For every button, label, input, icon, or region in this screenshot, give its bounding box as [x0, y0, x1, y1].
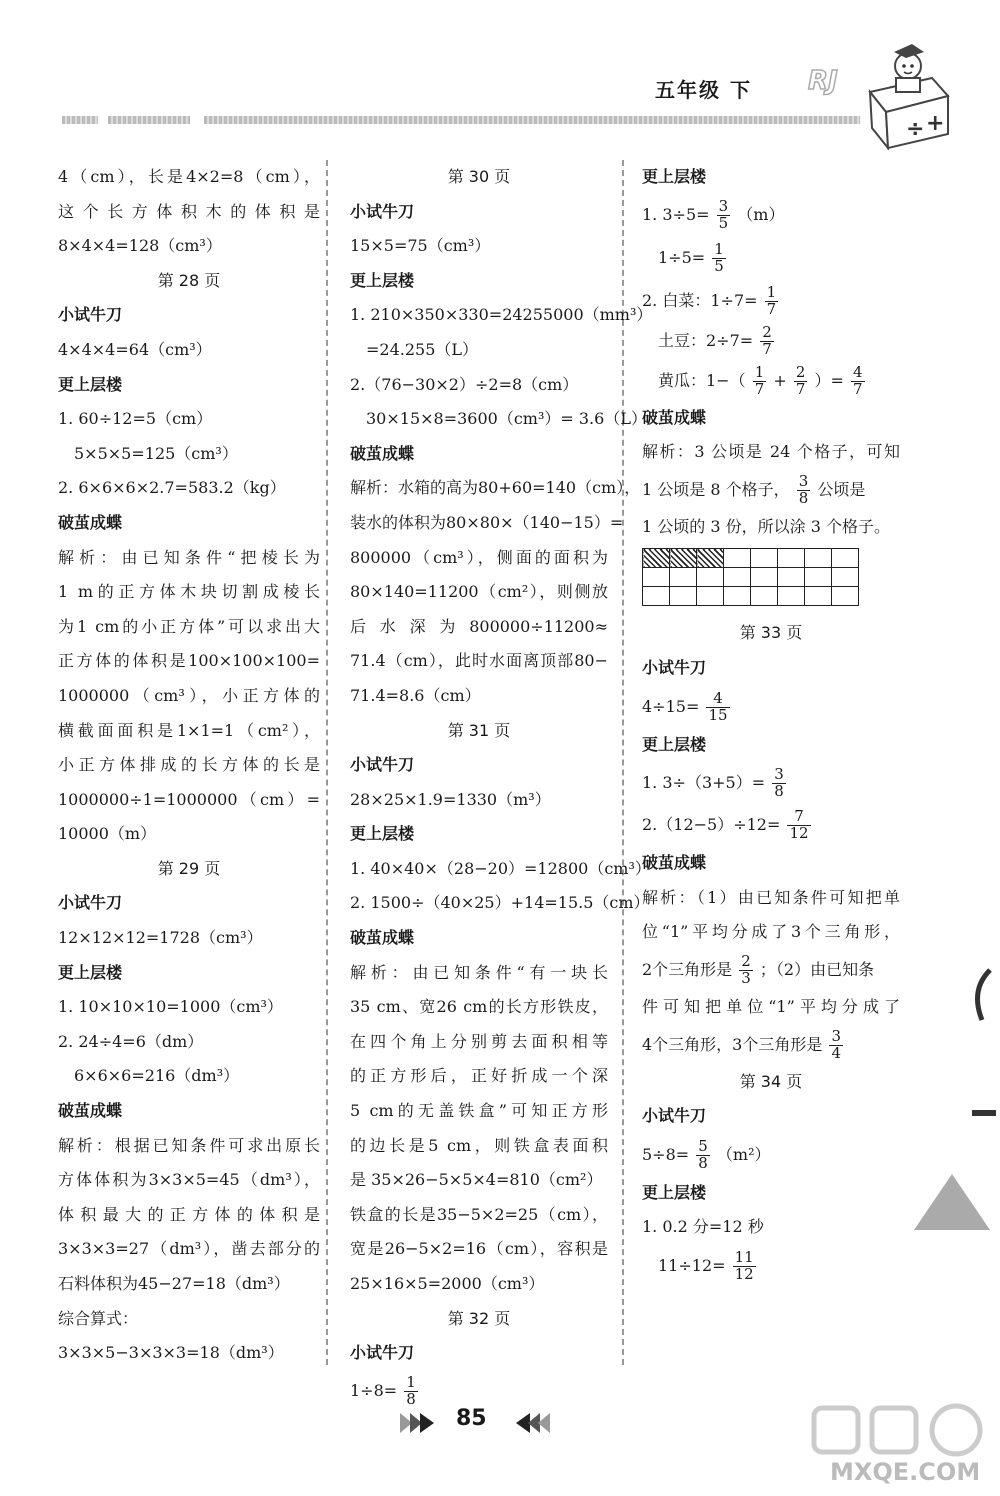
expr: ；（2）由已知条 — [759, 959, 875, 979]
expr: 黄瓜：1−（ — [658, 370, 746, 390]
unit: （m） — [737, 204, 785, 224]
expr: 1. 3÷（3+5）= — [642, 773, 766, 793]
mascot-icon — [862, 40, 952, 150]
grid-cell-shaded — [670, 549, 697, 568]
expr: ）= — [814, 370, 844, 390]
fraction — [797, 474, 811, 507]
fraction — [706, 688, 729, 724]
text-line: 在四个角上分别剪去面积相等 — [350, 1031, 608, 1051]
header-rule — [62, 116, 98, 124]
denominator: 3 — [741, 968, 751, 987]
expr: 2个三角形是 — [642, 959, 733, 979]
text-line: 1. 40×40×（28−20）=12800（cm³） — [350, 858, 651, 878]
column-divider — [622, 160, 624, 1365]
text-line — [642, 1245, 900, 1287]
page-heading: 第 33 页 — [739, 623, 803, 643]
text-line: 2. 6×6×6×2.7=583.2（kg） — [58, 478, 286, 498]
section-heading: 破茧成蝶 — [350, 928, 415, 948]
numerator: 3 — [718, 196, 729, 215]
fraction — [765, 282, 779, 318]
grid-diagram — [642, 548, 859, 606]
page-edge-mark-icon — [960, 960, 1000, 1160]
expr: 4个三角形，3个三角形是 — [642, 1034, 823, 1054]
text-line: 2. 1500÷（40×25）+14=15.5（cm） — [350, 893, 650, 913]
text-line — [642, 804, 900, 846]
header-rule — [108, 116, 190, 124]
section-heading: 小试牛刀 — [642, 657, 707, 677]
section-heading: 破茧成蝶 — [58, 512, 123, 532]
fraction — [760, 322, 774, 358]
text-line: 25×16×5=2000（cm³） — [350, 1274, 545, 1293]
text-line: 30×15×8=3600（cm³）= 3.6（L） — [366, 409, 647, 429]
section-heading: 小试牛刀 — [350, 201, 415, 221]
column-divider — [326, 160, 328, 1365]
fraction — [753, 362, 767, 398]
text-line: 1 公顷的 3 份，所以涂 3 个格子。 — [642, 516, 890, 536]
text-line: 解析：由已知条件“有一块长 — [350, 962, 608, 982]
denominator: 7 — [766, 299, 777, 318]
text-line: 宽是26−5×2=16（cm），容积是 — [350, 1239, 608, 1259]
expr: 1÷5= — [658, 247, 706, 267]
grid-cell — [697, 587, 724, 606]
grid-cell — [643, 568, 670, 587]
fraction — [733, 1250, 756, 1283]
numerator: 7 — [787, 809, 810, 826]
text-line: 2.（76−30×2）÷2=8（cm） — [350, 374, 579, 394]
text-line: 1. 0.2 分=12 秒 — [642, 1217, 764, 1237]
text-line: 3×3×3=27（dm³），凿去部分的 — [58, 1239, 320, 1259]
text-line: 4（cm），长是4×2=8（cm）， — [58, 167, 320, 186]
section-heading: 小试牛刀 — [58, 305, 123, 325]
denominator: 12 — [789, 824, 809, 843]
denominator: 5 — [714, 256, 724, 275]
expr: 2. 白菜：1÷7= — [642, 290, 758, 310]
page-heading: 第 29 页 — [157, 858, 221, 878]
text-line: 5 cm的无盖铁盒”可知正方形 — [350, 1101, 608, 1121]
grid-cell — [724, 568, 751, 587]
section-heading: 破茧成蝶 — [350, 443, 415, 463]
grid-cell — [805, 587, 832, 606]
grid-row — [643, 568, 859, 587]
grid-cell — [832, 587, 859, 606]
text-line: 石料体积为45−27=18（dm³） — [58, 1274, 290, 1293]
grid-row — [643, 549, 859, 568]
grid-cell — [670, 587, 697, 606]
section-heading: 破茧成蝶 — [642, 407, 707, 427]
text-line — [642, 950, 900, 990]
section-heading: 更上层楼 — [350, 270, 415, 290]
page-heading: 第 34 页 — [739, 1071, 803, 1091]
section-heading: 破茧成蝶 — [58, 1101, 123, 1121]
text-line: 1 m的正方体木块切割成棱长 — [58, 582, 320, 602]
expr: + — [773, 370, 787, 390]
text-line — [642, 321, 900, 361]
text-line: 71.4=8.6（cm） — [350, 685, 481, 705]
fraction — [772, 767, 786, 800]
arrow-right-icon — [398, 1411, 438, 1435]
grid-row — [643, 587, 859, 606]
text-line: 35 cm、宽26 cm的长方形铁皮， — [350, 997, 608, 1017]
fraction — [829, 1026, 843, 1062]
text-line: 小正方体排成的长方体的长是 — [58, 755, 320, 775]
numerator: 3 — [774, 765, 784, 784]
text-line: 80×140=11200（cm²），则侧放 — [350, 582, 608, 602]
text-line: 4×4×4=64（cm³） — [58, 339, 212, 359]
numerator: 1 — [766, 282, 777, 301]
text-line: 的边长是5 cm，则铁盒表面积 — [350, 1135, 608, 1155]
text-line: 件可知把单位“1”平均分成了 — [642, 996, 900, 1016]
header-rule — [204, 116, 860, 124]
grid-cell — [751, 568, 778, 587]
text-line: 是 35×26−5×5×4=810（cm²） — [350, 1170, 603, 1190]
expr: 5÷8= — [642, 1144, 690, 1164]
denominator: 4 — [831, 1043, 842, 1062]
text-line: 800000（cm³），侧面的面积为 — [350, 547, 608, 567]
fraction — [739, 954, 753, 987]
section-heading: 更上层楼 — [642, 167, 707, 186]
text-line — [642, 195, 900, 235]
denominator: 8 — [698, 1153, 708, 1172]
text-line: 解析：由已知条件“把棱长为 — [58, 547, 320, 567]
text-line — [642, 470, 900, 510]
numerator: 5 — [698, 1136, 708, 1155]
grid-cell — [832, 568, 859, 587]
grid-cell — [724, 549, 751, 568]
fraction — [787, 809, 810, 842]
text-line: =24.255（L） — [366, 339, 479, 359]
grid-cell — [778, 549, 805, 568]
expr: 4÷15= — [642, 696, 700, 716]
text-line: 这个长方体积木的体积是 — [58, 201, 320, 221]
denominator: 5 — [718, 213, 729, 232]
unit: （m²） — [716, 1144, 771, 1164]
grid-cell — [778, 568, 805, 587]
denominator: 15 — [708, 705, 728, 724]
grid-cell — [643, 587, 670, 606]
text-line: 解析：（1）由已知条件可知把单 — [642, 887, 900, 907]
fraction — [851, 362, 865, 398]
text-line: 正方体的体积是100×100×100= — [58, 651, 320, 671]
expr: 1. 3÷5= — [642, 204, 710, 224]
text-line: 1000000÷1=1000000（cm）= — [58, 789, 320, 809]
grid-cell — [832, 549, 859, 568]
fraction — [696, 1136, 710, 1172]
denominator: 12 — [734, 1264, 754, 1283]
section-heading: 小试牛刀 — [642, 1106, 707, 1126]
svg-text:÷: ÷ — [906, 117, 925, 142]
numerator: 1 — [754, 362, 765, 381]
text-line: 方体体积为3×3×5=45（dm³）， — [58, 1170, 320, 1190]
text-line: 3×3×5−3×3×3=18（dm³） — [58, 1343, 284, 1363]
arrow-left-icon — [512, 1411, 552, 1435]
text-line: 1. 60÷12=5（cm） — [58, 409, 213, 429]
section-heading: 更上层楼 — [642, 734, 707, 754]
grid-cell — [805, 568, 832, 587]
denominator: 8 — [406, 1389, 416, 1408]
text-line: 6×6×6=216（dm³） — [74, 1066, 240, 1086]
denominator: 8 — [774, 782, 784, 801]
fraction — [404, 1375, 418, 1408]
page-number: 85 — [456, 1406, 487, 1431]
text-line: 解析：3 公顷是 24 个格子，可知 — [642, 442, 900, 462]
text-line: 解析：水箱的高为80+60=140（cm）， — [350, 478, 641, 498]
numerator: 2 — [795, 362, 806, 381]
triangle-decoration-icon — [912, 1172, 992, 1232]
text-line: 1000000（cm³），小正方体的 — [58, 685, 320, 705]
text-line: 后水深为800000÷11200≈ — [350, 616, 608, 636]
grid-cell — [805, 549, 832, 568]
numerator: 1 — [714, 239, 724, 258]
expr: 公顷是 — [817, 479, 866, 499]
numerator: 11 — [734, 1248, 754, 1267]
text-line: 1. 210×350×330=24255000（mm³） — [350, 305, 653, 325]
watermark-text: MXQE.COM — [830, 1458, 981, 1486]
grid-cell — [751, 587, 778, 606]
rj-logo: RJ — [808, 66, 838, 96]
grid-cell — [751, 549, 778, 568]
numerator: 2 — [741, 952, 751, 971]
text-line — [642, 1025, 900, 1065]
grid-cell — [724, 587, 751, 606]
answer-column-3 — [642, 160, 900, 1287]
page-heading: 第 32 页 — [447, 1308, 511, 1328]
text-line: 71.4（cm），此时水面离顶部80− — [350, 651, 608, 671]
expr: 2.（12−5）÷12= — [642, 815, 781, 835]
expr: 1÷8= — [350, 1380, 398, 1400]
fraction — [794, 362, 808, 398]
grid-cell-shaded — [643, 549, 670, 568]
text-line: 8×4×4=128（cm³） — [58, 236, 222, 256]
section-heading: 更上层楼 — [350, 824, 415, 844]
text-line: 15×5=75（cm³） — [350, 236, 491, 256]
page-heading: 第 28 页 — [157, 270, 221, 290]
text-line: 综合算式： — [58, 1308, 139, 1328]
fraction — [717, 196, 731, 232]
grid-cell-shaded — [697, 549, 724, 568]
text-line — [642, 235, 900, 281]
numerator: 4 — [706, 691, 729, 708]
expr: 土豆：2÷7= — [658, 330, 754, 350]
denominator: 7 — [754, 379, 765, 398]
answer-column-2 — [350, 160, 653, 1411]
text-line: 解析：根据已知条件可求出原长 — [58, 1135, 320, 1155]
grid-cell — [778, 587, 805, 606]
expr: 11÷12= — [658, 1255, 726, 1275]
page-heading: 第 30 页 — [447, 167, 511, 186]
text-line — [642, 686, 900, 728]
section-heading: 更上层楼 — [642, 1182, 707, 1202]
grade-label: 五年级 下 — [655, 78, 752, 102]
answer-column-1 — [58, 160, 320, 1371]
text-line: 12×12×12=1728（cm³） — [58, 928, 263, 948]
text-line — [642, 1134, 900, 1176]
numerator: 3 — [798, 472, 809, 491]
grid-cell — [697, 568, 724, 587]
text-line: 横截面面积是1×1=1（cm²）， — [58, 720, 320, 740]
text-line: 1. 10×10×10=1000（cm³） — [58, 997, 283, 1017]
text-line: 28×25×1.9=1330（m³） — [350, 789, 551, 809]
fraction — [712, 239, 726, 275]
section-heading: 小试牛刀 — [58, 893, 123, 913]
text-line: 装水的体积为80×80×（140−15）= — [350, 512, 624, 532]
numerator: 4 — [852, 362, 863, 381]
text-line: 的正方形后，正好折成一个深 — [350, 1066, 608, 1086]
numerator: 2 — [762, 322, 772, 341]
section-heading: 更上层楼 — [58, 374, 123, 394]
expr: 1 公顷是 8 个格子， — [642, 479, 790, 499]
denominator: 7 — [795, 379, 806, 398]
denominator: 8 — [798, 488, 809, 507]
text-line: 为1 cm的小正方体”可以求出大 — [58, 616, 320, 636]
denominator: 7 — [852, 379, 863, 398]
section-heading: 破茧成蝶 — [642, 853, 707, 873]
text-line: 体积最大的正方体的体积是 — [58, 1204, 320, 1224]
grid-cell — [670, 568, 697, 587]
section-heading: 更上层楼 — [58, 962, 123, 982]
text-line: 10000（m） — [58, 824, 157, 844]
text-line — [642, 281, 900, 321]
text-line: 铁盒的长是35−5×2=25（cm）， — [350, 1204, 608, 1224]
page-heading: 第 31 页 — [447, 720, 511, 740]
text-line: 5×5×5=125（cm³） — [74, 443, 238, 463]
text-line: 2. 24÷4=6（dm） — [58, 1031, 204, 1051]
numerator: 1 — [406, 1373, 416, 1392]
section-heading: 小试牛刀 — [350, 1343, 415, 1363]
denominator: 7 — [762, 339, 772, 358]
numerator: 3 — [831, 1026, 842, 1045]
text-line — [642, 361, 900, 401]
text-line — [642, 762, 900, 804]
text-line: 位“1”平均分成了3个三角形， — [642, 922, 900, 942]
section-heading: 小试牛刀 — [350, 755, 415, 775]
page-header — [0, 0, 1000, 150]
svg-text:+: + — [926, 111, 945, 136]
watermark-logo-icon — [810, 1400, 990, 1460]
text-line — [350, 1371, 608, 1411]
